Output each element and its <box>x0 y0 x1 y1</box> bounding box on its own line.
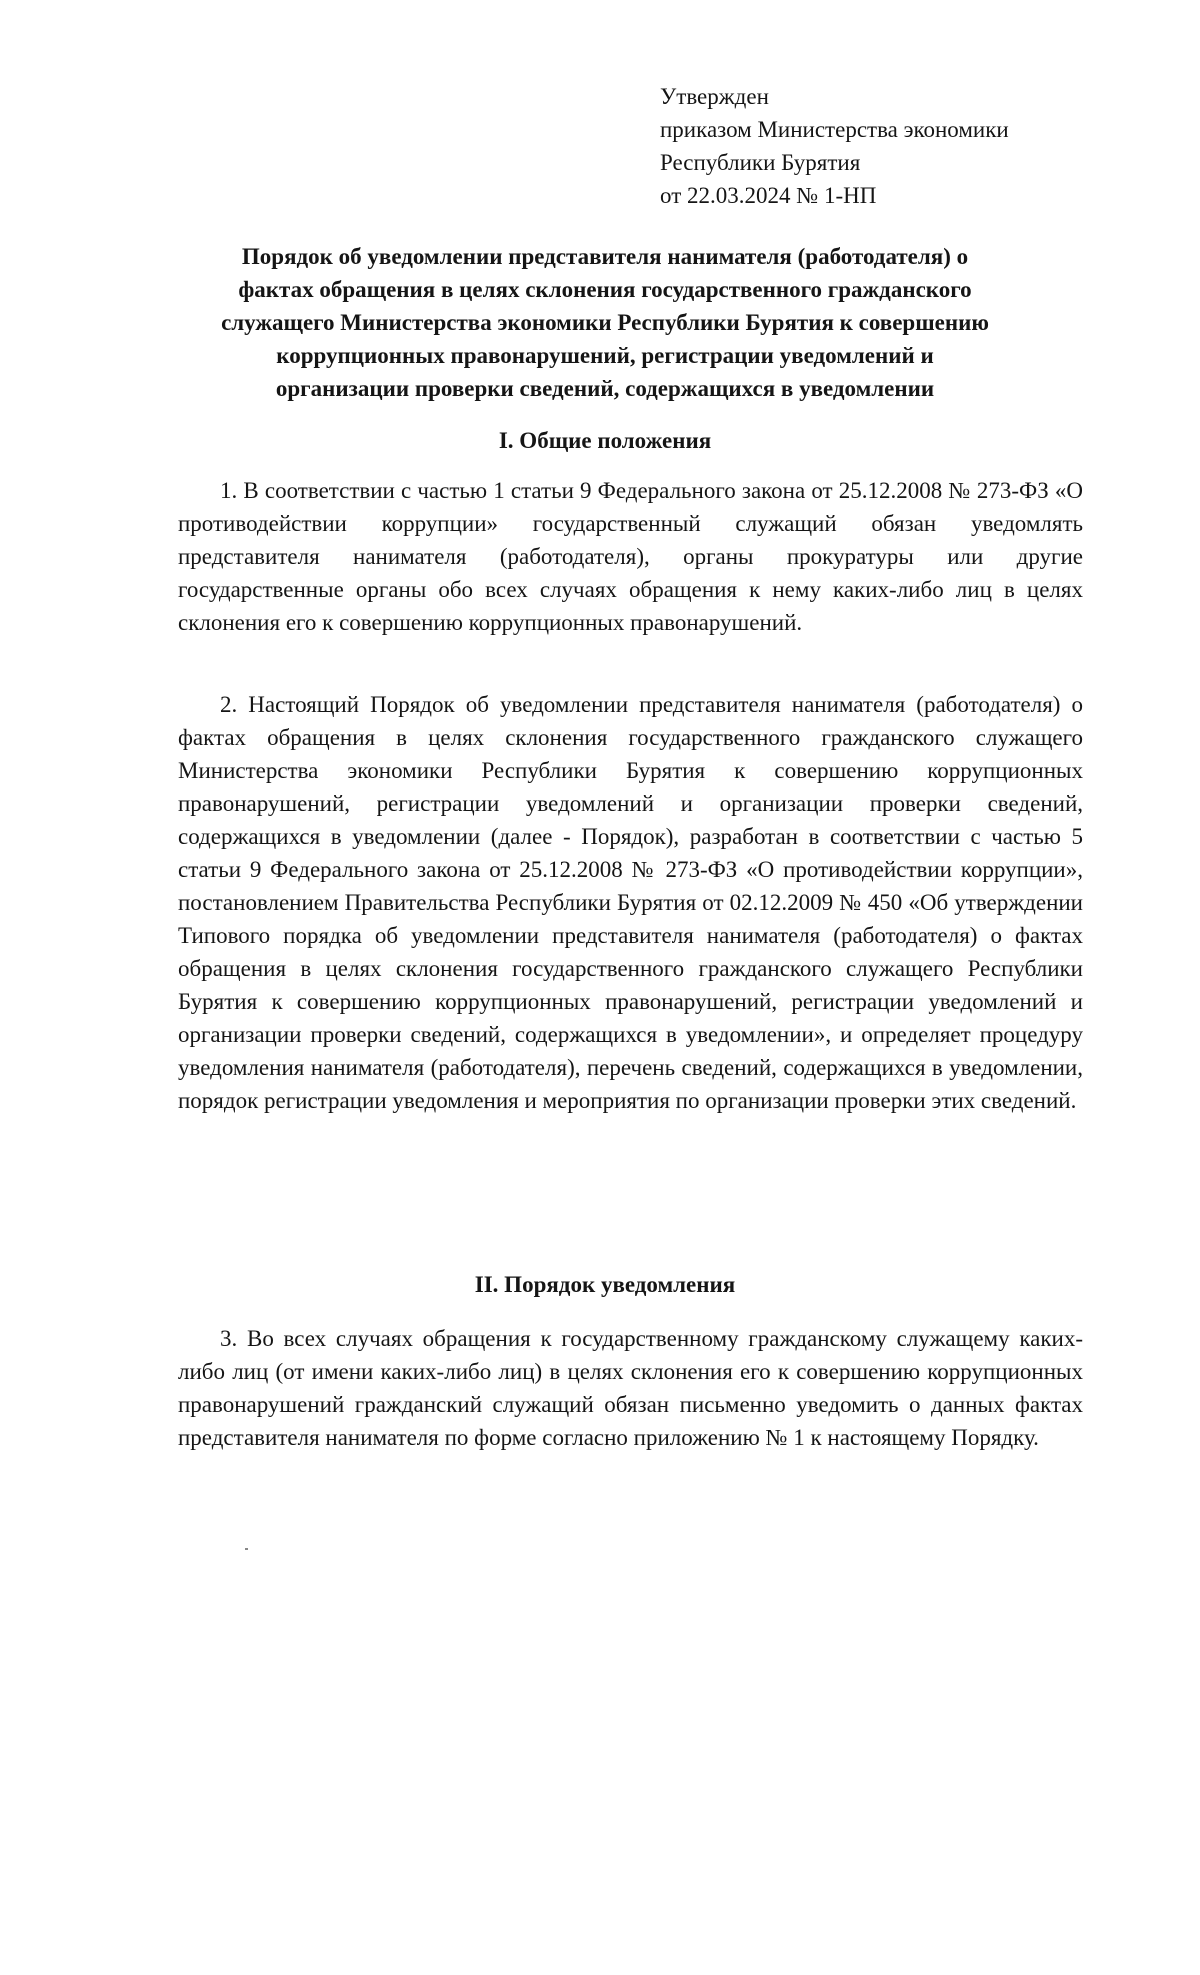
document-title <box>150 240 1060 405</box>
title-line: организации проверки сведений, содержащихся в уведомлении <box>275 376 935 401</box>
section-heading-notification-procedure: II. Порядок уведомления <box>474 1272 736 1297</box>
title-line: фактах обращения в целях склонения государственного гражданского <box>238 277 972 302</box>
paragraph-1: 1. В соответствии с частью 1 статьи 9 Федерального закона от 25.12.2008 № 273-ФЗ «О противодействии коррупции» государственный служащий обязан уведомлять представителя нанимателя (работодателя), органы прокуратуры или другие государственные органы обо всех случаях обращения к нему каких-либо лиц в целях склонения его к совершению коррупционных правонарушений. <box>178 478 1083 635</box>
approval-line: приказом Министерства экономики <box>660 117 1009 142</box>
title-line: служащего Министерства экономики Республики Бурятия к совершению <box>221 310 989 335</box>
title-line: Порядок об уведомлении представителя нанимателя (работодателя) о <box>241 244 969 269</box>
approval-line: Утвержден <box>660 84 769 109</box>
scan-speck <box>245 1548 248 1550</box>
title-line: коррупционных правонарушений, регистрации уведомлений и <box>276 343 934 368</box>
approval-line: от 22.03.2024 № 1-НП <box>660 183 877 208</box>
approval-stamp <box>660 80 1009 212</box>
paragraph-3: 3. Во всех случаях обращения к государственному гражданскому служащему каких-либо лиц (от имени каких-либо лиц) в целях склонения его к совершению коррупционных правонарушений гражданский служащий обязан письменно уведомить о данных фактах представителя нанимателя по форме согласно приложению № 1 к настоящему Порядку. <box>178 1326 1083 1450</box>
paragraph-2: 2. Настоящий Порядок об уведомлении представителя нанимателя (работодателя) о фактах обращения в целях склонения государственного гражданского служащего Министерства экономики Республики Бурятия к совершению коррупционных правонарушений, регистрации уведомлений и организации проверки сведений, содержащихся в уведомлении (далее - Порядок), разработан в соответствии с частью 5 статьи 9 Федерального закона от 25.12.2008 № 273-ФЗ «О противодействии коррупции», постановлением Правительства Республики Бурятия от 02.12.2009 № 450 «Об утверждении Типового порядка об уведомлении представителя нанимателя (работодателя) о фактах обращения в целях склонения государственного гражданского служащего Республики Бурятия к совершению коррупционных правонарушений, регистрации уведомлений и организации проверки сведений, содержащихся в уведомлении», и определяет процедуру уведомления нанимателя (работодателя), перечень сведений, содержащихся в уведомлении, порядок регистрации уведомления и мероприятия по организации проверки этих сведений. <box>178 692 1083 1113</box>
approval-line: Республики Бурятия <box>660 150 861 175</box>
section-heading-general-provisions: I. Общие положения <box>498 428 712 453</box>
